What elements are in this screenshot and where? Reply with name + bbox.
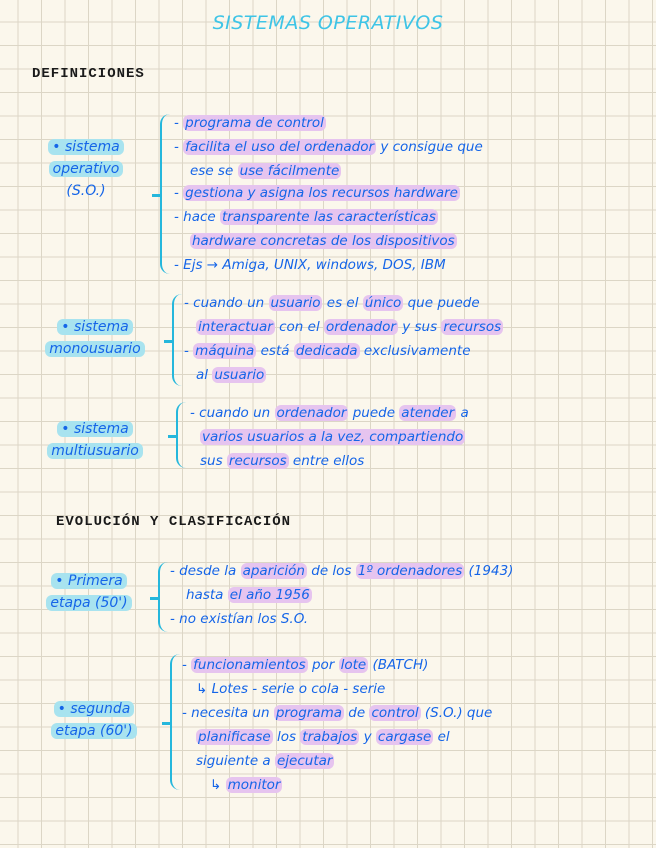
segunda-line-1: - funcionamientos por lote (BATCH) [182, 657, 429, 673]
mono-line-4: al usuario [196, 367, 265, 383]
primera-line-3: - no existían los S.O. [170, 611, 309, 627]
brace-multi [176, 402, 188, 468]
page-title: SISTEMAS OPERATIVOS [212, 12, 444, 34]
so-line-5: - hace transparente las características [174, 209, 436, 225]
primera-line-2: hasta el año 1956 [186, 587, 310, 603]
label-primera-etapa [26, 570, 152, 614]
label-line: • Primera [51, 573, 126, 589]
segunda-line-3: - necesita un programa de control (S.O.) que [182, 705, 493, 721]
multi-line-3: sus recursos entre ellos [200, 453, 365, 469]
label-sistema-monousuario [26, 316, 164, 360]
segunda-line-2: ↳ Lotes - serie o cola - serie [196, 681, 386, 697]
section-heading-definiciones: DEFINICIONES [32, 66, 145, 82]
primera-line-1: - desde la aparición de los 1º ordenadores (1943) [170, 563, 514, 579]
segunda-line-5: siguiente a ejecutar [196, 753, 333, 769]
so-line-2: - facilita el uso del ordenador y consigue que [174, 139, 483, 155]
brace-primera [158, 562, 170, 632]
brace-segunda [170, 654, 182, 790]
label-line: etapa (50') [46, 595, 131, 611]
label-line: operativo [49, 161, 124, 177]
segunda-line-4: planificase los trabajos y cargase el [198, 729, 450, 745]
so-line-3: ese se use fácilmente [190, 163, 340, 179]
label-line: • sistema [48, 139, 124, 155]
mono-line-3: - máquina está dedicada exclusivamente [184, 343, 471, 359]
label-line: • segunda [54, 701, 135, 717]
multi-line-1: - cuando un ordenador puede atender a [190, 405, 469, 421]
so-line-6: hardware concretas de los dispositivos [192, 233, 455, 249]
label-sistema-operativo [26, 136, 146, 202]
section-heading-evolucion: EVOLUCIÓN Y CLASIFICACIÓN [56, 514, 292, 530]
label-sistema-multiusuario [26, 418, 164, 462]
brace-mono [172, 294, 184, 386]
label-line: (S.O.) [66, 183, 106, 199]
so-line-1: - programa de control [174, 115, 324, 131]
so-line-4: - gestiona y asigna los recursos hardware [174, 185, 458, 201]
label-line: • sistema [57, 421, 133, 437]
label-line: • sistema [57, 319, 133, 335]
label-line: etapa (60') [51, 723, 136, 739]
mono-line-1: - cuando un usuario es el único que puede [184, 295, 480, 311]
segunda-line-6: ↳ monitor [210, 777, 281, 793]
brace-so [160, 114, 172, 274]
label-line: multiusuario [47, 443, 143, 459]
mono-line-2: interactuar con el ordenador y sus recursos [198, 319, 502, 335]
multi-line-2: varios usuarios a la vez, compartiendo [202, 429, 464, 445]
so-line-7: - Ejs → Amiga, UNIX, windows, DOS, IBM [174, 257, 446, 273]
label-line: monousuario [45, 341, 144, 357]
label-segunda-etapa [30, 698, 158, 742]
